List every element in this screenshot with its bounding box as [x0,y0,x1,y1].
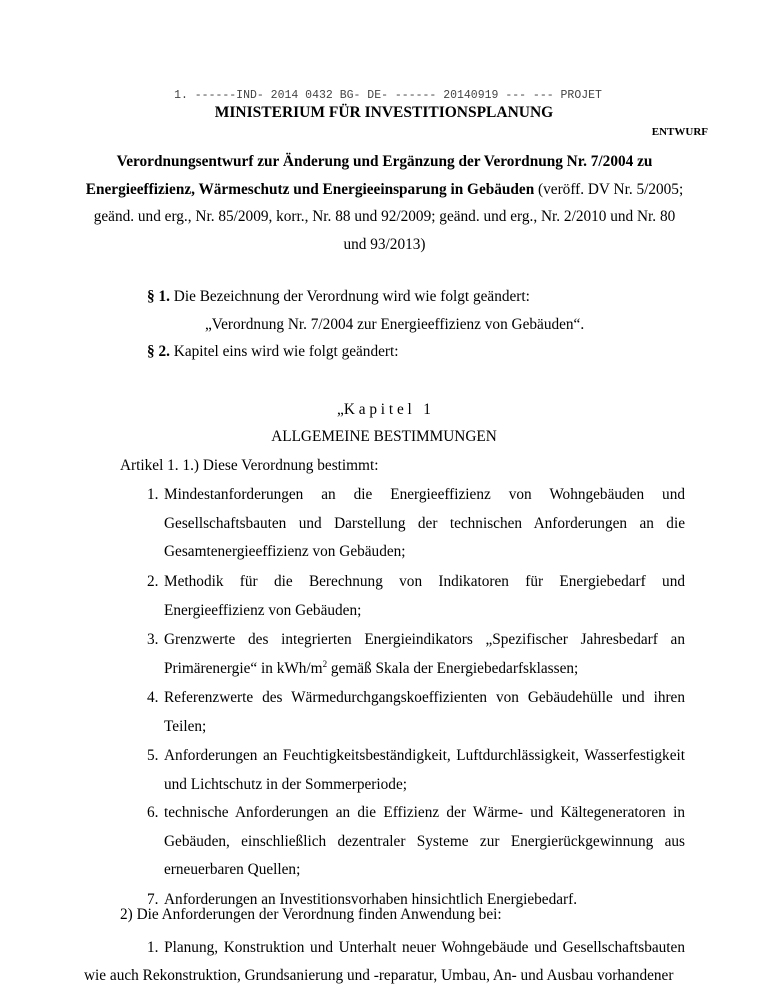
superscript: 2 [322,658,328,669]
chapter-heading: „K a p i t e l 1 [337,401,431,418]
item-text-part: Grenzwerte des integrierten Energieindikators „Spezifischer Jahresbedarf an Primärenergie“ in kWh/m [164,631,685,677]
ministry-title: MINISTERIUM FÜR INVESTITIONSPLANUNG [214,104,554,121]
list-item [147,481,685,567]
chapter-subheading: ALLGEMEINE BESTIMMUNGEN [271,428,497,445]
item-text: Anforderungen an Investitionsvorhaben hinsichtlich Energiebedarf. [164,891,578,908]
item-text [164,626,685,683]
list-item [147,742,685,799]
document-reference-line: 1. ------IND- 2014 0432 BG- DE- ------ 20140919 --- --- PROJET [174,89,602,102]
item-text-part: gemäß Skala der Energiebedarfsklassen; [327,659,579,677]
item-number: 1. [147,486,159,503]
list-item [147,568,685,625]
section-1-quote: „Verordnung Nr. 7/2004 zur Energieeffizienz von Gebäuden“. [205,316,585,333]
item-text: Referenzwerte des Wärmedurchgangskoeffizienten von Gebäudehülle und ihren Teilen; [164,689,685,735]
section-1-label: § 1. [147,288,170,305]
item-text: Methodik für die Berechnung von Indikatoren für Energiebedarf und Energieeffizienz von Gebäuden; [164,573,685,619]
item-text: Mindestanforderungen an die Energieeffizienz von Wohngebäuden und Gesellschaftsbauten und Darstellung der technischen Anforderungen an die Gesamtenergieeffizienz von Gebäuden; [164,486,685,560]
paragraph-2-item-1: 1. Planung, Konstruktion und Unterhalt neuer Wohngebäude und Gesellschaftsbauten wie auch Rekonstruktion, Grundsanierung und -reparatur, Umbau, An- und Ausbau vorhandener [84,939,685,984]
item-number: 5. [147,747,159,764]
section-2-label: § 2. [147,343,170,360]
item-number: 2. [147,573,159,590]
item-number: 6. [147,804,159,821]
list-item [147,626,685,683]
section-2 [147,343,399,361]
section-1 [147,288,530,306]
title-publication-info: (veröff. DV Nr. 5/2005; geänd. und erg., Nr. 85/2009, korr., Nr. 88 und 92/2009; geänd. und erg., Nr. 2/2010 und Nr. 80 und 93/2013) [93,180,684,253]
document-title [84,148,685,258]
title-bold: Verordnungsentwurf zur Änderung und Ergänzung der Verordnung Nr. 7/2004 zu Energieeffizienz, Wärmeschutz und Energieeinsparung in Gebäuden [85,153,653,198]
item-number: 3. [147,631,159,648]
list-item [147,799,685,885]
item-text: technische Anforderungen an die Effizienz der Wärme- und Kältegeneratoren in Gebäuden, einschließlich dezentraler Systeme zur Energierückgewinnung aus erneuerbaren Quellen; [164,804,685,878]
item-number: 4. [147,689,159,706]
list-item [147,684,685,741]
section-2-text: Kapitel eins wird wie folgt geändert: [169,343,399,360]
article-1-paragraph-2: 2) Die Anforderungen der Verordnung finden Anwendung bei: [120,906,502,923]
section-1-text: Die Bezeichnung der Verordnung wird wie folgt geändert: [169,288,530,305]
item-text: Anforderungen an Feuchtigkeitsbeständigkeit, Luftdurchlässigkeit, Wasserfestigkeit und Lichtschutz in der Sommerperiode; [164,747,685,793]
item-number: 7. [147,891,159,908]
article-1-intro: Artikel 1. 1.) Diese Verordnung bestimmt: [120,457,379,474]
draft-label: ENTWURF [651,126,708,138]
